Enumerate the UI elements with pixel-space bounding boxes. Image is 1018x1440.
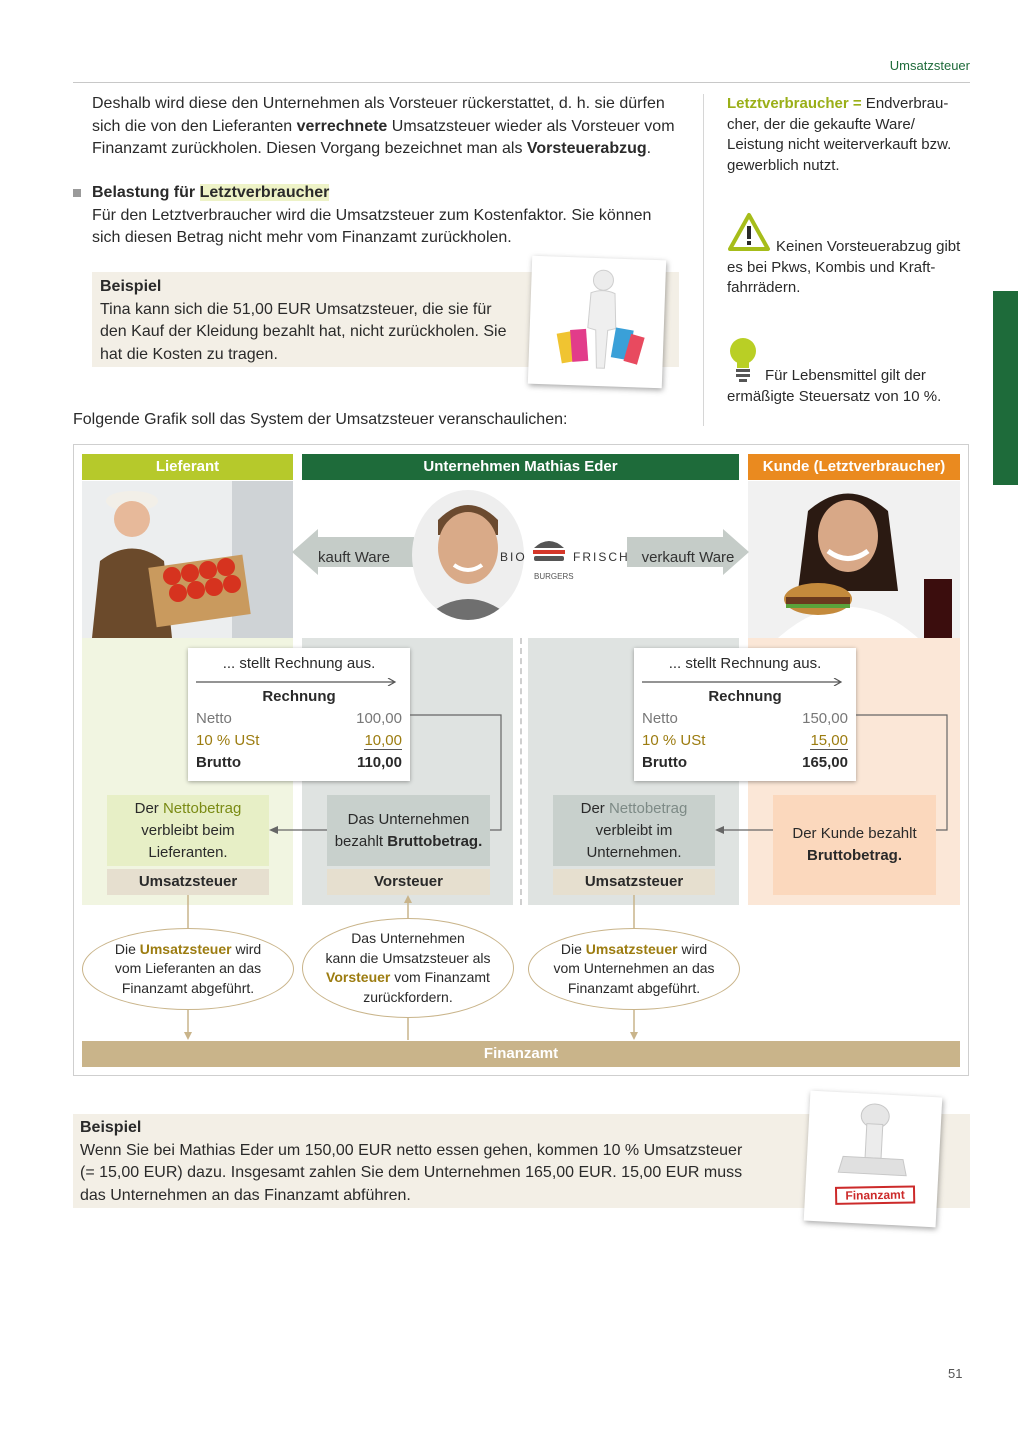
- finanzamt-bar: Finanzamt: [82, 1041, 960, 1067]
- invoice-brutto-value: 110,00: [356, 754, 402, 771]
- oval-text: vom Finanzamt: [390, 969, 490, 985]
- figure-intro: Folgende Grafik soll das System der Umsatzsteuer veranschaulichen:: [73, 411, 568, 428]
- tip-line: ermäßigte Steuersatz von 10 %.: [727, 387, 942, 405]
- invoice-netto-value: 100,00: [356, 710, 402, 727]
- oval-text: wird: [677, 940, 708, 957]
- intro-text: Umsatzsteuer wieder als Vorsteuer vom: [387, 117, 675, 135]
- example-line: hat die Kosten zu tragen.: [100, 345, 278, 363]
- invoice-netto-label: Netto: [196, 710, 232, 727]
- invoice-caption: ... stellt Rechnung aus.: [668, 655, 822, 672]
- intro-text: .: [646, 140, 652, 157]
- definition-term: Letztverbraucher =: [727, 95, 862, 112]
- definition-line: Endverbrau-: [861, 95, 949, 112]
- invoice-ust-label: 10 % USt: [196, 732, 260, 749]
- definition-line: cher, der die gekaufte Ware/: [727, 115, 915, 133]
- label-umsatzsteuer-unternehmen: Umsatzsteuer: [553, 869, 715, 895]
- oval-lieferant-abfuhr: [82, 928, 294, 1010]
- box-kunde-brutto: [773, 795, 936, 895]
- box-text: Das Unternehmen: [347, 810, 470, 828]
- warning-line: fahrrädern.: [727, 279, 801, 296]
- oval-text: vom Lieferanten an das: [114, 960, 262, 977]
- example-title: Beispiel: [100, 278, 162, 295]
- oval-term: Umsatzsteuer: [585, 940, 678, 957]
- belastung-line: sich diesen Betrag nicht mehr vom Finanzamt zurückholen.: [92, 229, 512, 246]
- example-line: den Kauf der Kleidung bezahlt hat, nicht zurückholen. Sie: [100, 323, 507, 340]
- box-term: Nettobetrag: [162, 799, 242, 817]
- invoice-ust-label: 10 % USt: [642, 732, 706, 749]
- sells-goods-label: verkauft Ware: [641, 549, 735, 566]
- column-header-kunde: Kunde (Letztverbraucher): [748, 454, 960, 480]
- rubber-stamp-icon: [804, 1091, 943, 1228]
- oval-text: Die: [560, 940, 586, 957]
- box-text: Der: [580, 799, 609, 817]
- intro-line: Deshalb wird diese den Unternehmen als Vorsteuer rückerstattet, d. h. sie dürfen: [92, 95, 665, 112]
- invoice-netto-label: Netto: [642, 710, 678, 727]
- invoice-title: Rechnung: [708, 688, 782, 705]
- warning-line: es bei Pkws, Kombis und Kraft-: [727, 258, 936, 276]
- box-term: Nettobetrag: [608, 799, 688, 817]
- box-text: bezahlt: [334, 832, 388, 850]
- label-umsatzsteuer-lieferant: Umsatzsteuer: [107, 869, 269, 895]
- invoice-ust-value: 15,00: [810, 732, 848, 749]
- logo-frisch: FRISCH: [573, 550, 630, 564]
- box-unternehmen-brutto: [327, 795, 490, 866]
- oval-term: Vorsteuer: [326, 969, 391, 985]
- invoice-brutto-value: 165,00: [802, 754, 848, 771]
- box-term: Bruttobetrag.: [387, 832, 483, 850]
- logo-burgers: BURGERS: [534, 572, 574, 581]
- invoice-netto-value: 150,00: [802, 710, 848, 727]
- oval-text: kann die Umsatzsteuer als: [325, 949, 491, 966]
- page-number: 51: [948, 1366, 963, 1381]
- belastung-line: Für den Letztverbraucher wird die Umsatzsteuer zum Kostenfaktor. Sie können: [92, 206, 652, 224]
- oval-text: vom Unternehmen an das: [553, 960, 715, 977]
- belastung-heading: Belastung für: [92, 184, 200, 201]
- definition-line: Leistung nicht weiterverkauft bzw.: [727, 136, 952, 153]
- box-lieferant-netto: [107, 795, 269, 866]
- oval-vorsteuer-rueckforderung: [302, 918, 514, 1018]
- belastung-heading-term: Letztverbraucher: [199, 184, 330, 201]
- label-vorsteuer: Vorsteuer: [327, 869, 490, 895]
- example-line: (= 15,00 EUR) dazu. Insgesamt zahlen Sie dem Unternehmen 165,00 EUR. 15,00 EUR muss: [80, 1164, 743, 1181]
- intro-bold: Vorsteuerabzug: [526, 140, 647, 157]
- oval-text: Die: [114, 940, 140, 957]
- intro-bold: verrechnete: [296, 117, 388, 135]
- column-header-unternehmen: Unternehmen Mathias Eder: [302, 454, 739, 480]
- logo-bio: BIO: [500, 550, 527, 564]
- intro-text: sich die von den Lieferanten: [92, 117, 297, 135]
- box-text: verbleibt im: [595, 821, 673, 839]
- invoice-title: Rechnung: [262, 688, 336, 705]
- stamp-photo: [804, 1091, 943, 1228]
- box-text: verbleibt beim: [141, 821, 235, 839]
- oval-text: Finanzamt abgeführt.: [121, 979, 255, 996]
- column-header-lieferant: Lieferant: [82, 454, 293, 480]
- box-unternehmen-netto: [553, 795, 715, 866]
- invoice-brutto-label: Brutto: [196, 754, 241, 771]
- box-text: Unternehmen.: [586, 843, 682, 861]
- example-line: Wenn Sie bei Mathias Eder um 150,00 EUR netto essen gehen, kommen 10 % Umsatzsteuer: [80, 1141, 743, 1159]
- running-header: Umsatzsteuer: [889, 58, 970, 73]
- invoice-ust-value: 10,00: [364, 732, 402, 749]
- box-text: Lieferanten.: [148, 843, 228, 861]
- oval-text: zurückfordern.: [363, 988, 453, 1005]
- oval-text: wird: [231, 940, 262, 957]
- tip-line: Für Lebensmittel gilt der: [765, 367, 926, 384]
- invoice-brutto-label: Brutto: [642, 754, 687, 771]
- example-text-2: [80, 1117, 800, 1207]
- warning-line: Keinen Vorsteuerabzug gibt: [776, 238, 961, 255]
- oval-text: Das Unternehmen: [351, 930, 465, 946]
- box-text: Der: [134, 799, 163, 817]
- oval-unternehmen-abfuhr: [528, 928, 740, 1010]
- example-title: Beispiel: [80, 1119, 142, 1136]
- stamp-imprint: Finanzamt: [835, 1185, 915, 1204]
- oval-text: Finanzamt abgeführt.: [567, 979, 701, 996]
- example-line: Tina kann sich die 51,00 EUR Umsatzsteuer, die sie für: [100, 300, 492, 318]
- oval-term: Umsatzsteuer: [139, 940, 232, 957]
- box-text: Der Kunde bezahlt: [792, 825, 917, 842]
- buys-goods-label: kauft Ware: [318, 549, 390, 566]
- intro-text: Finanzamt zurückholen. Diesen Vorgang bezeichnet man als: [92, 140, 527, 157]
- definition-line: gewerblich nutzt.: [727, 156, 840, 174]
- box-term: Bruttobetrag.: [807, 847, 902, 864]
- invoice-caption: ... stellt Rechnung aus.: [222, 655, 376, 672]
- example-line: das Unternehmen an das Finanzamt abführen.: [80, 1186, 411, 1204]
